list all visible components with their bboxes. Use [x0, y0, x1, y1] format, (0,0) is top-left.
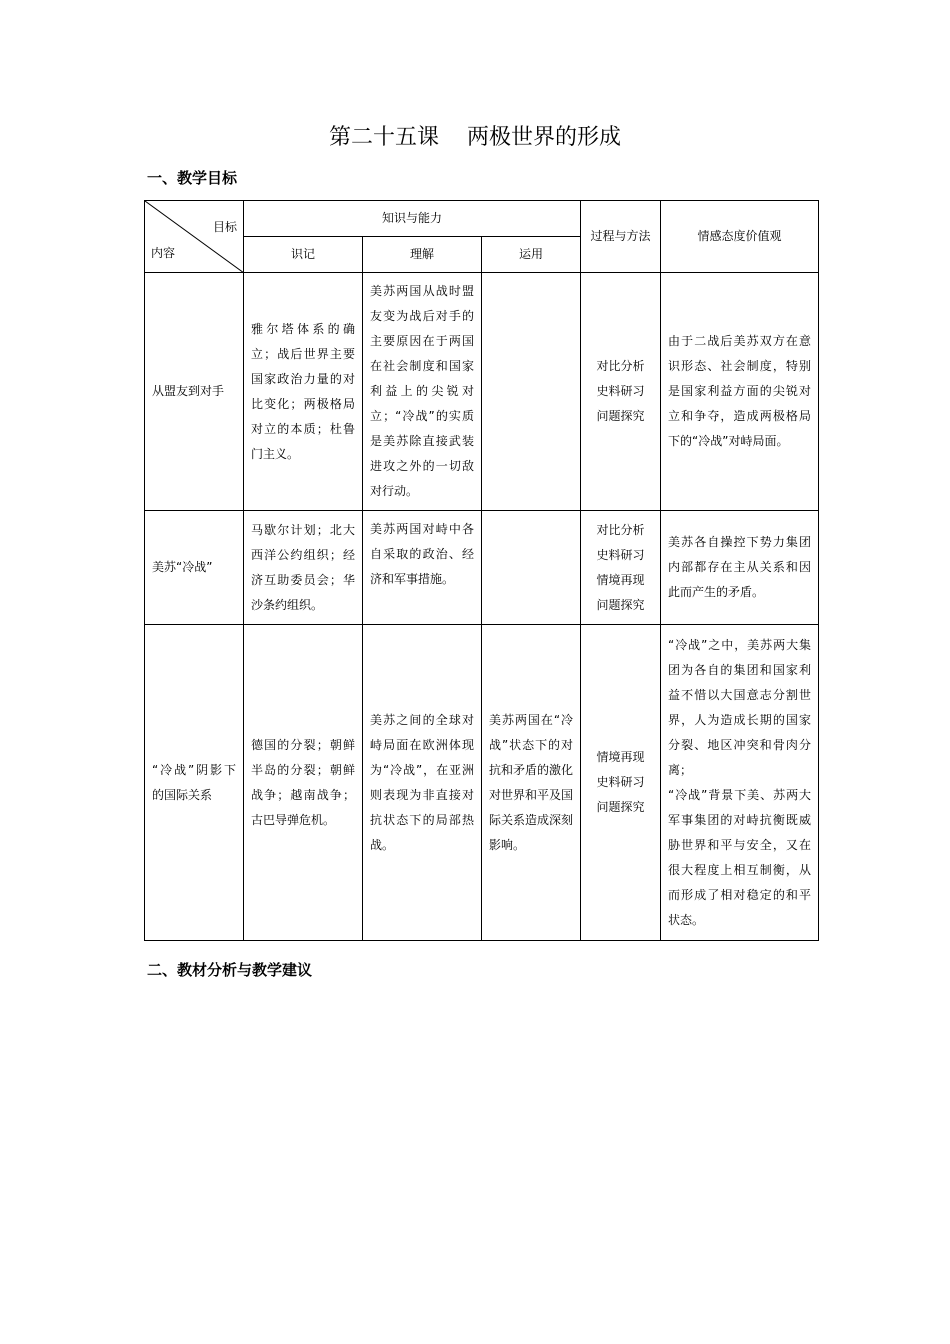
row-shiji-cell: 雅尔塔体系的确立；战后世界主要国家政治力量的对比变化；两极格局对立的本质；杜鲁门主义。: [244, 273, 363, 511]
row-yunyong-cell: 美苏两国在“冷战”状态下的对抗和矛盾的激化对世界和平及国际关系造成深刻影响。: [482, 625, 581, 941]
table-row: [145, 625, 819, 941]
section-heading-analysis: 二、教材分析与教学建议: [147, 961, 313, 979]
objectives-table: [144, 200, 819, 941]
header-knowledge-ability: 知识与能力: [244, 201, 581, 237]
row-values-cell: 美苏各自操控下势力集团内部都存在主从关系和因此而产生的矛盾。: [661, 511, 819, 625]
row-process-cell: 对比分析 史料研习 问题探究: [581, 273, 661, 511]
header-process-method: 过程与方法: [581, 201, 661, 273]
header-yunyong: 运用: [482, 237, 581, 273]
section-heading-objectives: 一、教学目标: [147, 169, 238, 187]
row-lijie-cell: 美苏两国从战时盟友变为战后对手的主要原因在于两国在社会制度和国家利益上的尖锐对立；“冷战”的实质是美苏除直接武装进攻之外的一切敌对行动。: [363, 273, 482, 511]
corner-header-cell: [145, 201, 244, 273]
header-lijie: 理解: [363, 237, 482, 273]
page-title: 第二十五课 两极世界的形成: [329, 125, 621, 150]
row-values-cell: 由于二战后美苏双方在意识形态、社会制度，特别是国家利益方面的尖锐对立和争夺，造成两极格局下的“冷战”对峙局面。: [661, 273, 819, 511]
header-shiji: 识记: [244, 237, 363, 273]
row-content-cell: 美苏“冷战”: [145, 511, 244, 625]
corner-label-target: 目标: [212, 220, 237, 234]
row-process-cell: 情境再现 史料研习 问题探究: [581, 625, 661, 941]
row-shiji-cell: 德国的分裂；朝鲜半岛的分裂；朝鲜战争；越南战争；古巴导弹危机。: [244, 625, 363, 941]
row-values-cell: “冷战”之中，美苏两大集团为各自的集团和国家利益不惜以大国意志分割世界，人为造成长期的国家分裂、地区冲突和骨肉分离； “冷战”背景下美、苏两大军事集团的对峙抗衡既威胁世界和平与安全，又在很大程度上相互制衡，从而形成了相对稳定的和平状态。: [661, 625, 819, 941]
row-content-cell: “冷战”阴影下的国际关系: [145, 625, 244, 941]
table-row: [145, 273, 819, 511]
header-values: 情感态度价值观: [661, 201, 819, 273]
row-lijie-cell: 美苏两国对峙中各自采取的政治、经济和军事措施。: [363, 511, 482, 625]
row-yunyong-cell: [482, 273, 581, 511]
row-content-cell: 从盟友到对手: [145, 273, 244, 511]
row-lijie-cell: 美苏之间的全球对峙局面在欧洲体现为“冷战”，在亚洲则表现为非直接对抗状态下的局部热战。: [363, 625, 482, 941]
row-yunyong-cell: [482, 511, 581, 625]
row-process-cell: 对比分析 史料研习 情境再现 问题探究: [581, 511, 661, 625]
corner-label-content: 内容: [151, 246, 176, 260]
table-row: [145, 511, 819, 625]
row-shiji-cell: 马歇尔计划；北大西洋公约组织；经济互助委员会；华沙条约组织。: [244, 511, 363, 625]
